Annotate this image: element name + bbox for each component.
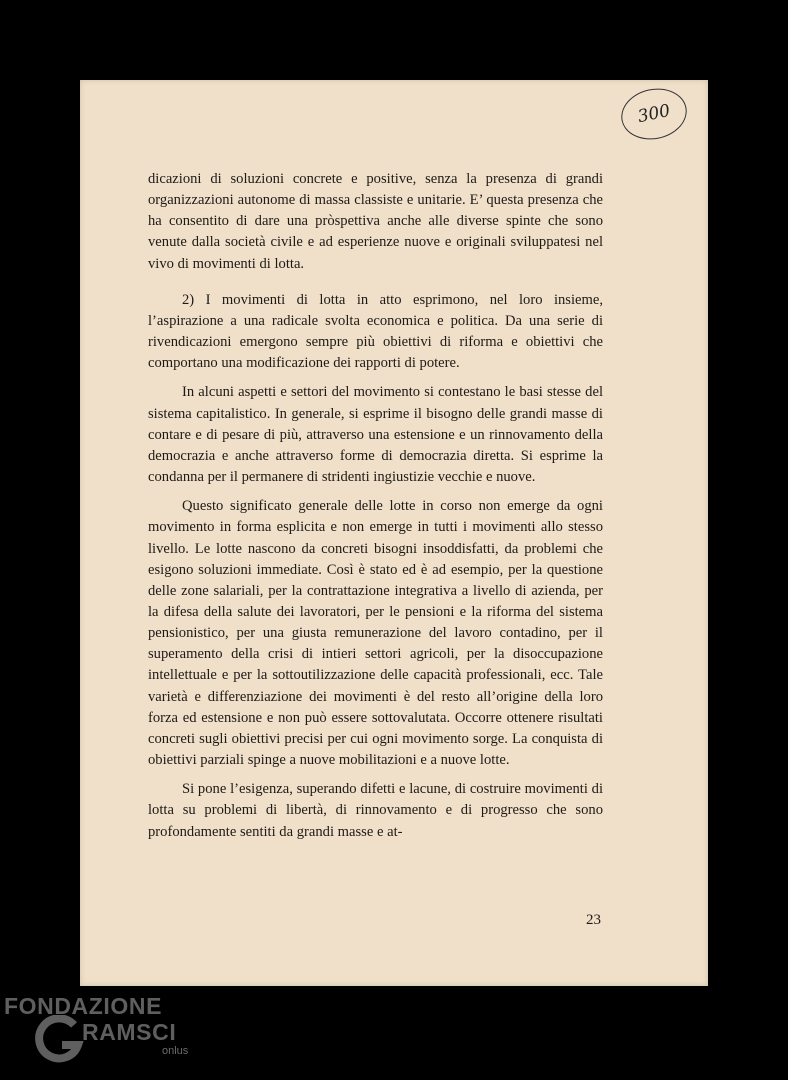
paragraph-1: dicazioni di soluzioni concrete e positive, senza la presenza di grandi organizzazioni autonome di massa classiste e unitarie. E’ questa presenza che ha consentito di dare una pròspettiva anche alle diverse spinte che sono venute dalla società civile e ad esperienze nuove e originali sviluppatesi nel vivo di movimenti di lotta. (148, 171, 603, 272)
logo-line-2: RAMSCI (82, 1019, 177, 1045)
fondazione-gramsci-logo (4, 993, 189, 1057)
logo-line-3: onlus (162, 1045, 189, 1057)
paragraph-4: Questo significato generale delle lotte in corso non emerge da ogni movimento in forma esplicita e non emerge in tutti i movimenti allo stesso livello. Le lotte nascono da concreti bisogni insoddisfatti, da problemi che esigono soluzioni immediate. Così è stato ed è ad esempio, per la questione delle zone salariali, per la contrattazione integrativa a livello di azienda, per la difesa della salute dei lavoratori, per le pensioni e la riforma del sistema pensionistico, per una giusta remunerazione del lavoro contadino, per il superamento della crisi di intieri settori agricoli, per la disoccupazione intellettuale e per la sottoutilizzazione delle capacità professionali, ecc. Tale varietà e differenziazione dei movimenti è del resto all’origine della loro forza ed estensione e non può essere sottovalutata. Occorre ottenere risultati concreti sugli obiettivi precisi per cui ogni movimento sorge. La conquista di obiettivi parziali spinge a nuove mobilitazioni e a nuove lotte. (148, 498, 603, 769)
logo-line-1: FONDAZIONE (4, 993, 163, 1019)
handwritten-page-annotation: 300 (617, 83, 692, 146)
logo-g-mark-icon (34, 1015, 84, 1065)
paragraph-5: Si pone l’esigenza, superando difetti e lacune, di costruire movimenti di lotta su problemi di libertà, di rinnovamento e di progresso che sono profondamente sentiti da grandi masse e at- (148, 781, 603, 840)
page-number: 23 (586, 912, 601, 928)
body-text (148, 169, 603, 843)
paragraph-2: 2) I movimenti di lotta in atto esprimono, nel loro insieme, l’aspirazione a una radicale svolta economica e politica. Da una serie di rivendicazioni emergono sempre più obiettivi di riforma e obiettivi che comportano una modificazione dei rapporti di potere. (148, 291, 603, 372)
document-page (80, 80, 708, 986)
paragraph-3: In alcuni aspetti e settori del movimento si contestano le basi stesse del sistema capitalistico. In generale, si esprime il bisogno delle grandi masse di contare e di pesare di più, attraverso una estensione e un rinnovamento della democrazia e anche attraverso forme di democrazia diretta. Si esprime la condanna per il permanere di stridenti ingiustizie vecchie e nuove. (148, 384, 603, 486)
